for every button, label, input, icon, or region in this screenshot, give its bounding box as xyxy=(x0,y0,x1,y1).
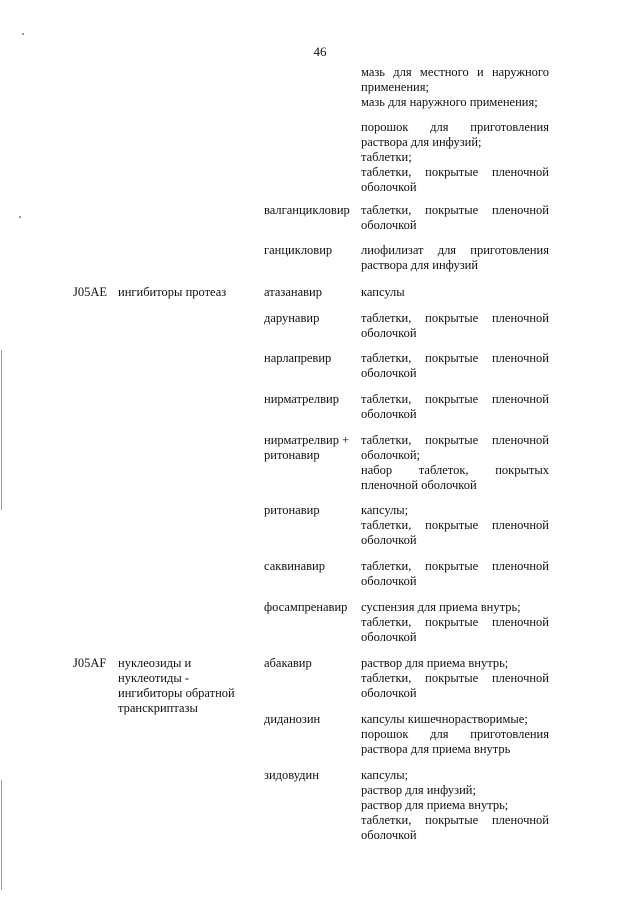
dosage-form: лиофилизат для приготовления раствора для инфузий xyxy=(361,243,549,272)
drug-name: атазанавир xyxy=(264,285,322,299)
dosage-form: мазь для местного и наружного применения; xyxy=(361,65,549,94)
dosage-form: таблетки; xyxy=(361,150,412,164)
dosage-forms xyxy=(361,712,549,757)
dosage-form: суспензия для приема внутрь; xyxy=(361,600,521,614)
dosage-form: таблетки, покрытые пленочной оболочкой xyxy=(361,203,549,232)
drug-name: зидовудин xyxy=(264,768,319,782)
dosage-forms xyxy=(361,120,549,195)
dosage-form: таблетки, покрытые пленочной оболочкой xyxy=(361,615,549,644)
dosage-forms xyxy=(361,768,549,843)
dosage-forms xyxy=(361,65,549,110)
dosage-form: таблетки, покрытые пленочной оболочкой xyxy=(361,559,549,588)
drug-name: диданозин xyxy=(264,712,321,726)
dosage-form: набор таблеток, покрытых пленочной оболочкой xyxy=(361,463,549,492)
drug-name: валганцикловир xyxy=(264,203,350,217)
dosage-forms xyxy=(361,285,549,300)
dosage-form: капсулы; xyxy=(361,768,409,782)
atc-code: J05AF xyxy=(73,656,107,670)
atc-code: J05AE xyxy=(73,285,108,299)
dosage-form: порошок для приготовления раствора для инфузий; xyxy=(361,120,549,149)
drug-name: саквинавир xyxy=(264,559,325,573)
pharmacological-group: ингибиторы протеаз xyxy=(118,285,227,299)
dosage-form: раствор для инфузий; xyxy=(361,783,476,797)
scan-edge-mark xyxy=(1,350,2,510)
page-number: 46 xyxy=(313,44,327,59)
dosage-form: таблетки, покрытые пленочной оболочкой xyxy=(361,311,549,340)
dosage-forms xyxy=(361,503,549,548)
drug-name: ритонавир xyxy=(264,503,320,517)
dosage-forms xyxy=(361,392,549,422)
dosage-form: таблетки, покрытые пленочной оболочкой xyxy=(361,165,549,194)
scan-dust-mark xyxy=(22,33,24,35)
drug-name: нирматрелвир xyxy=(264,392,339,406)
dosage-forms xyxy=(361,433,549,493)
dosage-form: таблетки, покрытые пленочной оболочкой xyxy=(361,813,549,842)
dosage-forms xyxy=(361,203,549,233)
dosage-form: таблетки, покрытые пленочной оболочкой xyxy=(361,518,549,547)
dosage-forms xyxy=(361,559,549,589)
dosage-form: таблетки, покрытые пленочной оболочкой xyxy=(361,351,549,380)
dosage-forms xyxy=(361,351,549,381)
dosage-form: таблетки, покрытые пленочной оболочкой xyxy=(361,392,549,421)
scan-edge-mark xyxy=(1,780,2,890)
drug-name: абакавир xyxy=(264,656,312,670)
drug-name: ганцикловир xyxy=(264,243,333,257)
drug-name: нирматрелвир + ритонавир xyxy=(264,433,350,462)
pharmacological-group: нуклеозиды и нуклеотиды - ингибиторы обратной транскриптазы xyxy=(118,656,235,715)
dosage-form: таблетки, покрытые пленочной оболочкой; xyxy=(361,433,549,462)
dosage-form: капсулы; xyxy=(361,503,409,517)
dosage-form: капсулы xyxy=(361,285,405,299)
drug-name: нарлапревир xyxy=(264,351,332,365)
dosage-forms xyxy=(361,243,549,273)
dosage-form: раствор для приема внутрь; xyxy=(361,798,509,812)
dosage-forms xyxy=(361,656,549,701)
scan-dust-mark xyxy=(19,216,21,218)
dosage-form: капсулы кишечнорастворимые; xyxy=(361,712,528,726)
dosage-form: таблетки, покрытые пленочной оболочкой xyxy=(361,671,549,700)
dosage-forms xyxy=(361,600,549,645)
drug-name: фосампренавир xyxy=(264,600,348,614)
dosage-form: раствор для приема внутрь; xyxy=(361,656,509,670)
dosage-form: мазь для наружного применения; xyxy=(361,95,538,109)
drug-name: дарунавир xyxy=(264,311,320,325)
dosage-form: порошок для приготовления раствора для приема внутрь xyxy=(361,727,549,756)
dosage-forms xyxy=(361,311,549,341)
